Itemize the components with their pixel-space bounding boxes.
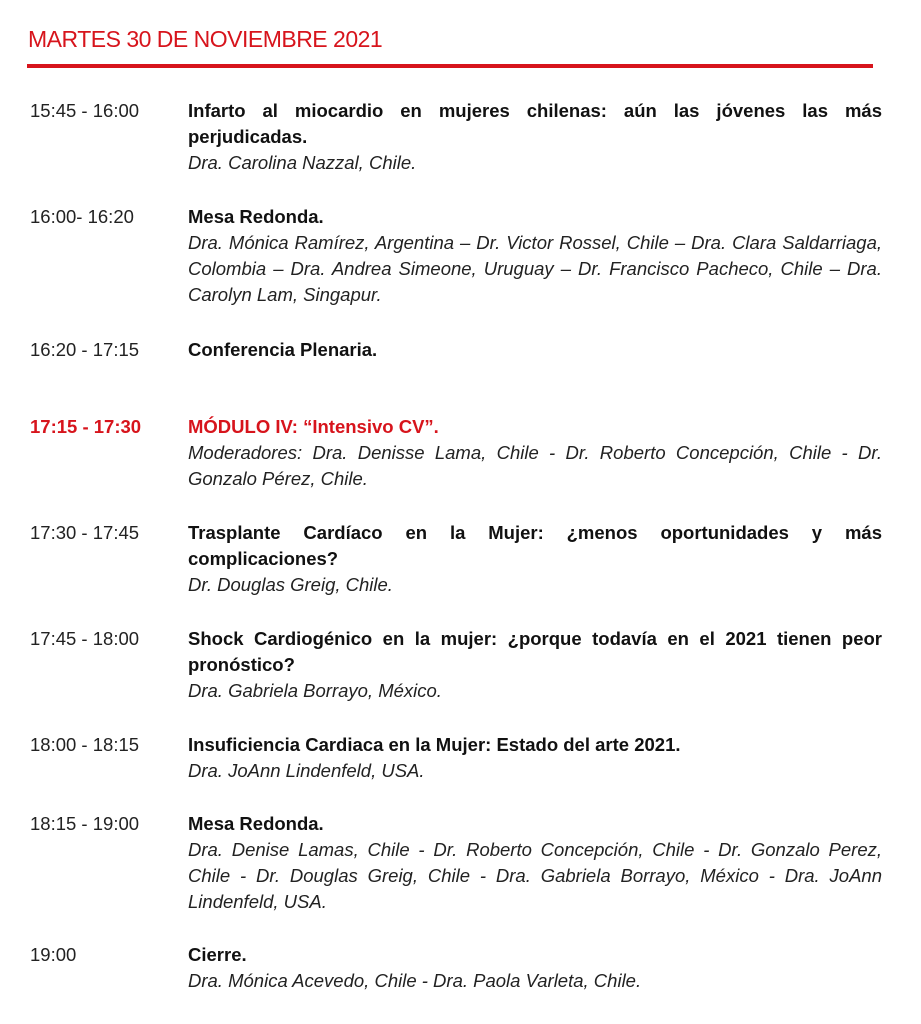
entry-time: 17:45 - 18:00 bbox=[30, 628, 140, 649]
entry-time: 17:15 - 17:30 bbox=[30, 416, 142, 437]
entry-title: MÓDULO IV: “Intensivo CV”. bbox=[188, 416, 439, 437]
entry-moderators: Moderadores: Dra. Denisse Lama, Chile - Dr. Roberto Concepción, Chile - Dr. Gonzalo Pérez, Chile. bbox=[188, 442, 882, 489]
entry-title: Mesa Redonda. bbox=[188, 206, 324, 227]
entry-time: 18:00 - 18:15 bbox=[30, 734, 140, 755]
entry-time: 17:30 - 17:45 bbox=[30, 522, 140, 543]
entry-time: 18:15 - 19:00 bbox=[30, 813, 140, 834]
entry-time: 19:00 bbox=[30, 944, 77, 965]
entry-speakers: Dra. Mónica Ramírez, Argentina – Dr. Victor Rossel, Chile – Dra. Clara Saldarriaga, Colombia – Dra. Andrea Simeone, Uruguay – Dr. Francisco Pacheco, Chile – Dra. Carolyn Lam, Singapur. bbox=[188, 232, 882, 305]
entry-time: 16:00- 16:20 bbox=[30, 206, 134, 227]
entry-title: Trasplante Cardíaco en la Mujer: ¿menos oportunidades y más complicaciones? bbox=[188, 522, 882, 569]
entry-speakers: Dra. Carolina Nazzal, Chile. bbox=[188, 152, 417, 173]
entry-title: Cierre. bbox=[188, 944, 247, 965]
entry-title: Infarto al miocardio en mujeres chilenas: aún las jóvenes las más perjudicadas. bbox=[188, 100, 882, 147]
entry-speakers: Dr. Douglas Greig, Chile. bbox=[188, 574, 393, 595]
entry-time: 15:45 - 16:00 bbox=[30, 100, 140, 121]
entry-title: Conferencia Plenaria. bbox=[188, 339, 378, 360]
entry-speakers: Dra. JoAnn Lindenfeld, USA. bbox=[188, 760, 425, 781]
entry-title: Insuficiencia Cardiaca en la Mujer: Estado del arte 2021. bbox=[188, 734, 681, 755]
entry-time: 16:20 - 17:15 bbox=[30, 339, 140, 360]
title-divider bbox=[27, 64, 873, 68]
entry-title: Shock Cardiogénico en la mujer: ¿porque todavía en el 2021 tienen peor pronóstico? bbox=[188, 628, 882, 675]
entry-speakers: Dra. Denise Lamas, Chile - Dr. Roberto Concepción, Chile - Dr. Gonzalo Perez, Chile - Dr. Douglas Greig, Chile - Dra. Gabriela Borrayo, México - Dra. JoAnn Lindenfeld, USA. bbox=[188, 839, 882, 912]
entry-title: Mesa Redonda. bbox=[188, 813, 324, 834]
entry-speakers: Dra. Gabriela Borrayo, México. bbox=[188, 680, 442, 701]
page-title: MARTES 30 DE NOVIEMBRE 2021 bbox=[28, 26, 383, 52]
entry-speakers: Dra. Mónica Acevedo, Chile - Dra. Paola Varleta, Chile. bbox=[188, 970, 642, 991]
